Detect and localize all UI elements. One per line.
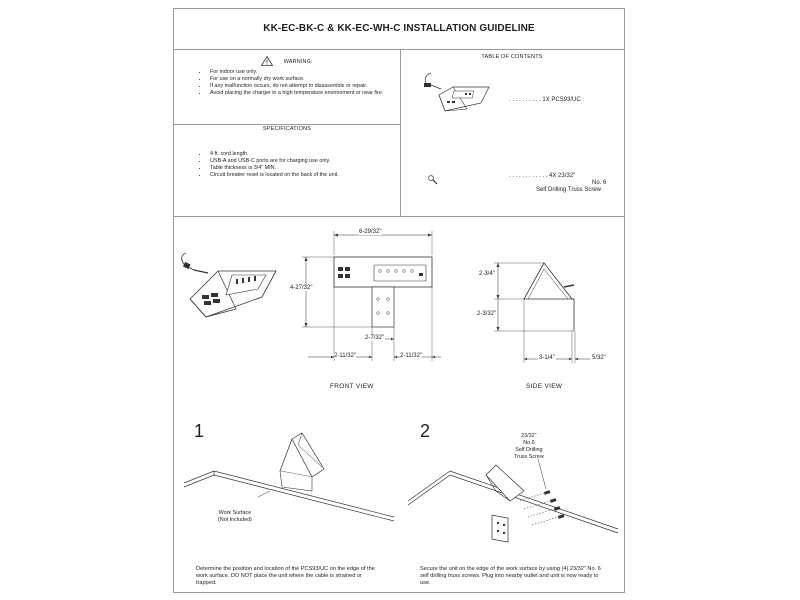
front-view-label: FRONT VIEW <box>330 383 374 390</box>
screw-callout-line4: Truss Screw <box>514 454 544 460</box>
list-item: • Avoid placing the charger in a high temperature environment or near fire. <box>208 90 403 97</box>
drawing-divider <box>174 216 624 217</box>
contents-unit-line: . . . . . . . . . . 1X PCS93/UC <box>509 97 581 103</box>
step-1-illustration <box>174 429 400 554</box>
list-item: • Circuit breaker reset is located on the back of the unit. <box>208 172 403 179</box>
step-2-illustration <box>400 449 624 549</box>
front-height-dimension: 4-27/32" <box>290 285 313 291</box>
side-depth-dimension: 3-1/4" <box>539 355 555 361</box>
side-lip-dimension: 5/32" <box>592 355 606 361</box>
charger-unit-icon <box>419 71 499 121</box>
step-2-number: 2 <box>420 421 431 441</box>
front-view-drawing <box>286 227 446 367</box>
side-view-drawing <box>474 249 624 369</box>
screw-callout-line1: 23/32" <box>521 433 537 439</box>
specifications-heading: SPECIFICATIONS <box>262 126 312 132</box>
front-left-offset-dimension: 2-11/32" <box>334 353 357 359</box>
screw-icon <box>428 175 438 185</box>
front-right-offset-dimension: 2-11/32" <box>400 353 423 359</box>
list-item: • USB-A and USB-C ports are for charging use only. <box>208 158 403 165</box>
step-1-text: Determine the position and location of the PCS93/UC on the edge of the work surface. DO NOT place the unit where the cable is strained or trapped. <box>196 566 375 587</box>
side-lower-height-dimension: 2-3/32" <box>477 311 497 317</box>
step-1-number: 1 <box>194 421 205 441</box>
screw-callout-line3: Self Drilling <box>515 447 543 453</box>
side-top-height-dimension: 2-3/4" <box>479 271 495 277</box>
specs-divider <box>174 124 400 125</box>
header-divider <box>174 49 624 50</box>
work-surface-callout-line1: Work Surface <box>218 510 252 516</box>
list-item: • For use on a normally dry work surface. <box>208 76 403 83</box>
warning-heading: WARNING: <box>283 58 313 65</box>
screw-callout-line2: No.6 <box>523 440 535 446</box>
side-view-label: SIDE VIEW <box>526 383 563 390</box>
contents-screw-type: Self Drilling Truss Screw <box>536 187 602 193</box>
document-title: KK-EC-BK-C & KK-EC-WH-C INSTALLATION GUIDELINE <box>263 23 535 34</box>
list-item: • 4 ft. cord length. <box>208 151 403 158</box>
work-surface-callout <box>218 510 252 524</box>
work-surface-callout-line2: (Not Included) <box>218 517 252 523</box>
installation-sheet <box>173 8 625 593</box>
list-item: • For indoor use only. <box>208 69 403 76</box>
product-isometric-drawing <box>176 243 276 323</box>
warning-list <box>196 69 403 97</box>
specifications-list <box>196 151 403 179</box>
step-2-text: Secure the unit on the edge of the work surface by using (4) 23/32" No. 6 self drilling truss screws. Plug into nearby outlet and unit is now ready to use. <box>420 566 601 587</box>
list-item: • If any malfunction occurs, do not attempt to disassemble or repair. <box>208 83 403 90</box>
contents-screw-line: . . . . . . . . . . . . 4X 23/32" <box>509 173 576 179</box>
list-item: • Table thickness is 3/4" MIN. <box>208 165 403 172</box>
front-width-dimension: 6-29/32" <box>359 229 382 235</box>
contents-heading: TABLE OF CONTENTS <box>481 54 543 60</box>
contents-screw-size: No. 6 <box>592 180 607 186</box>
front-bracket-dimension: 2-7/32" <box>365 335 385 341</box>
